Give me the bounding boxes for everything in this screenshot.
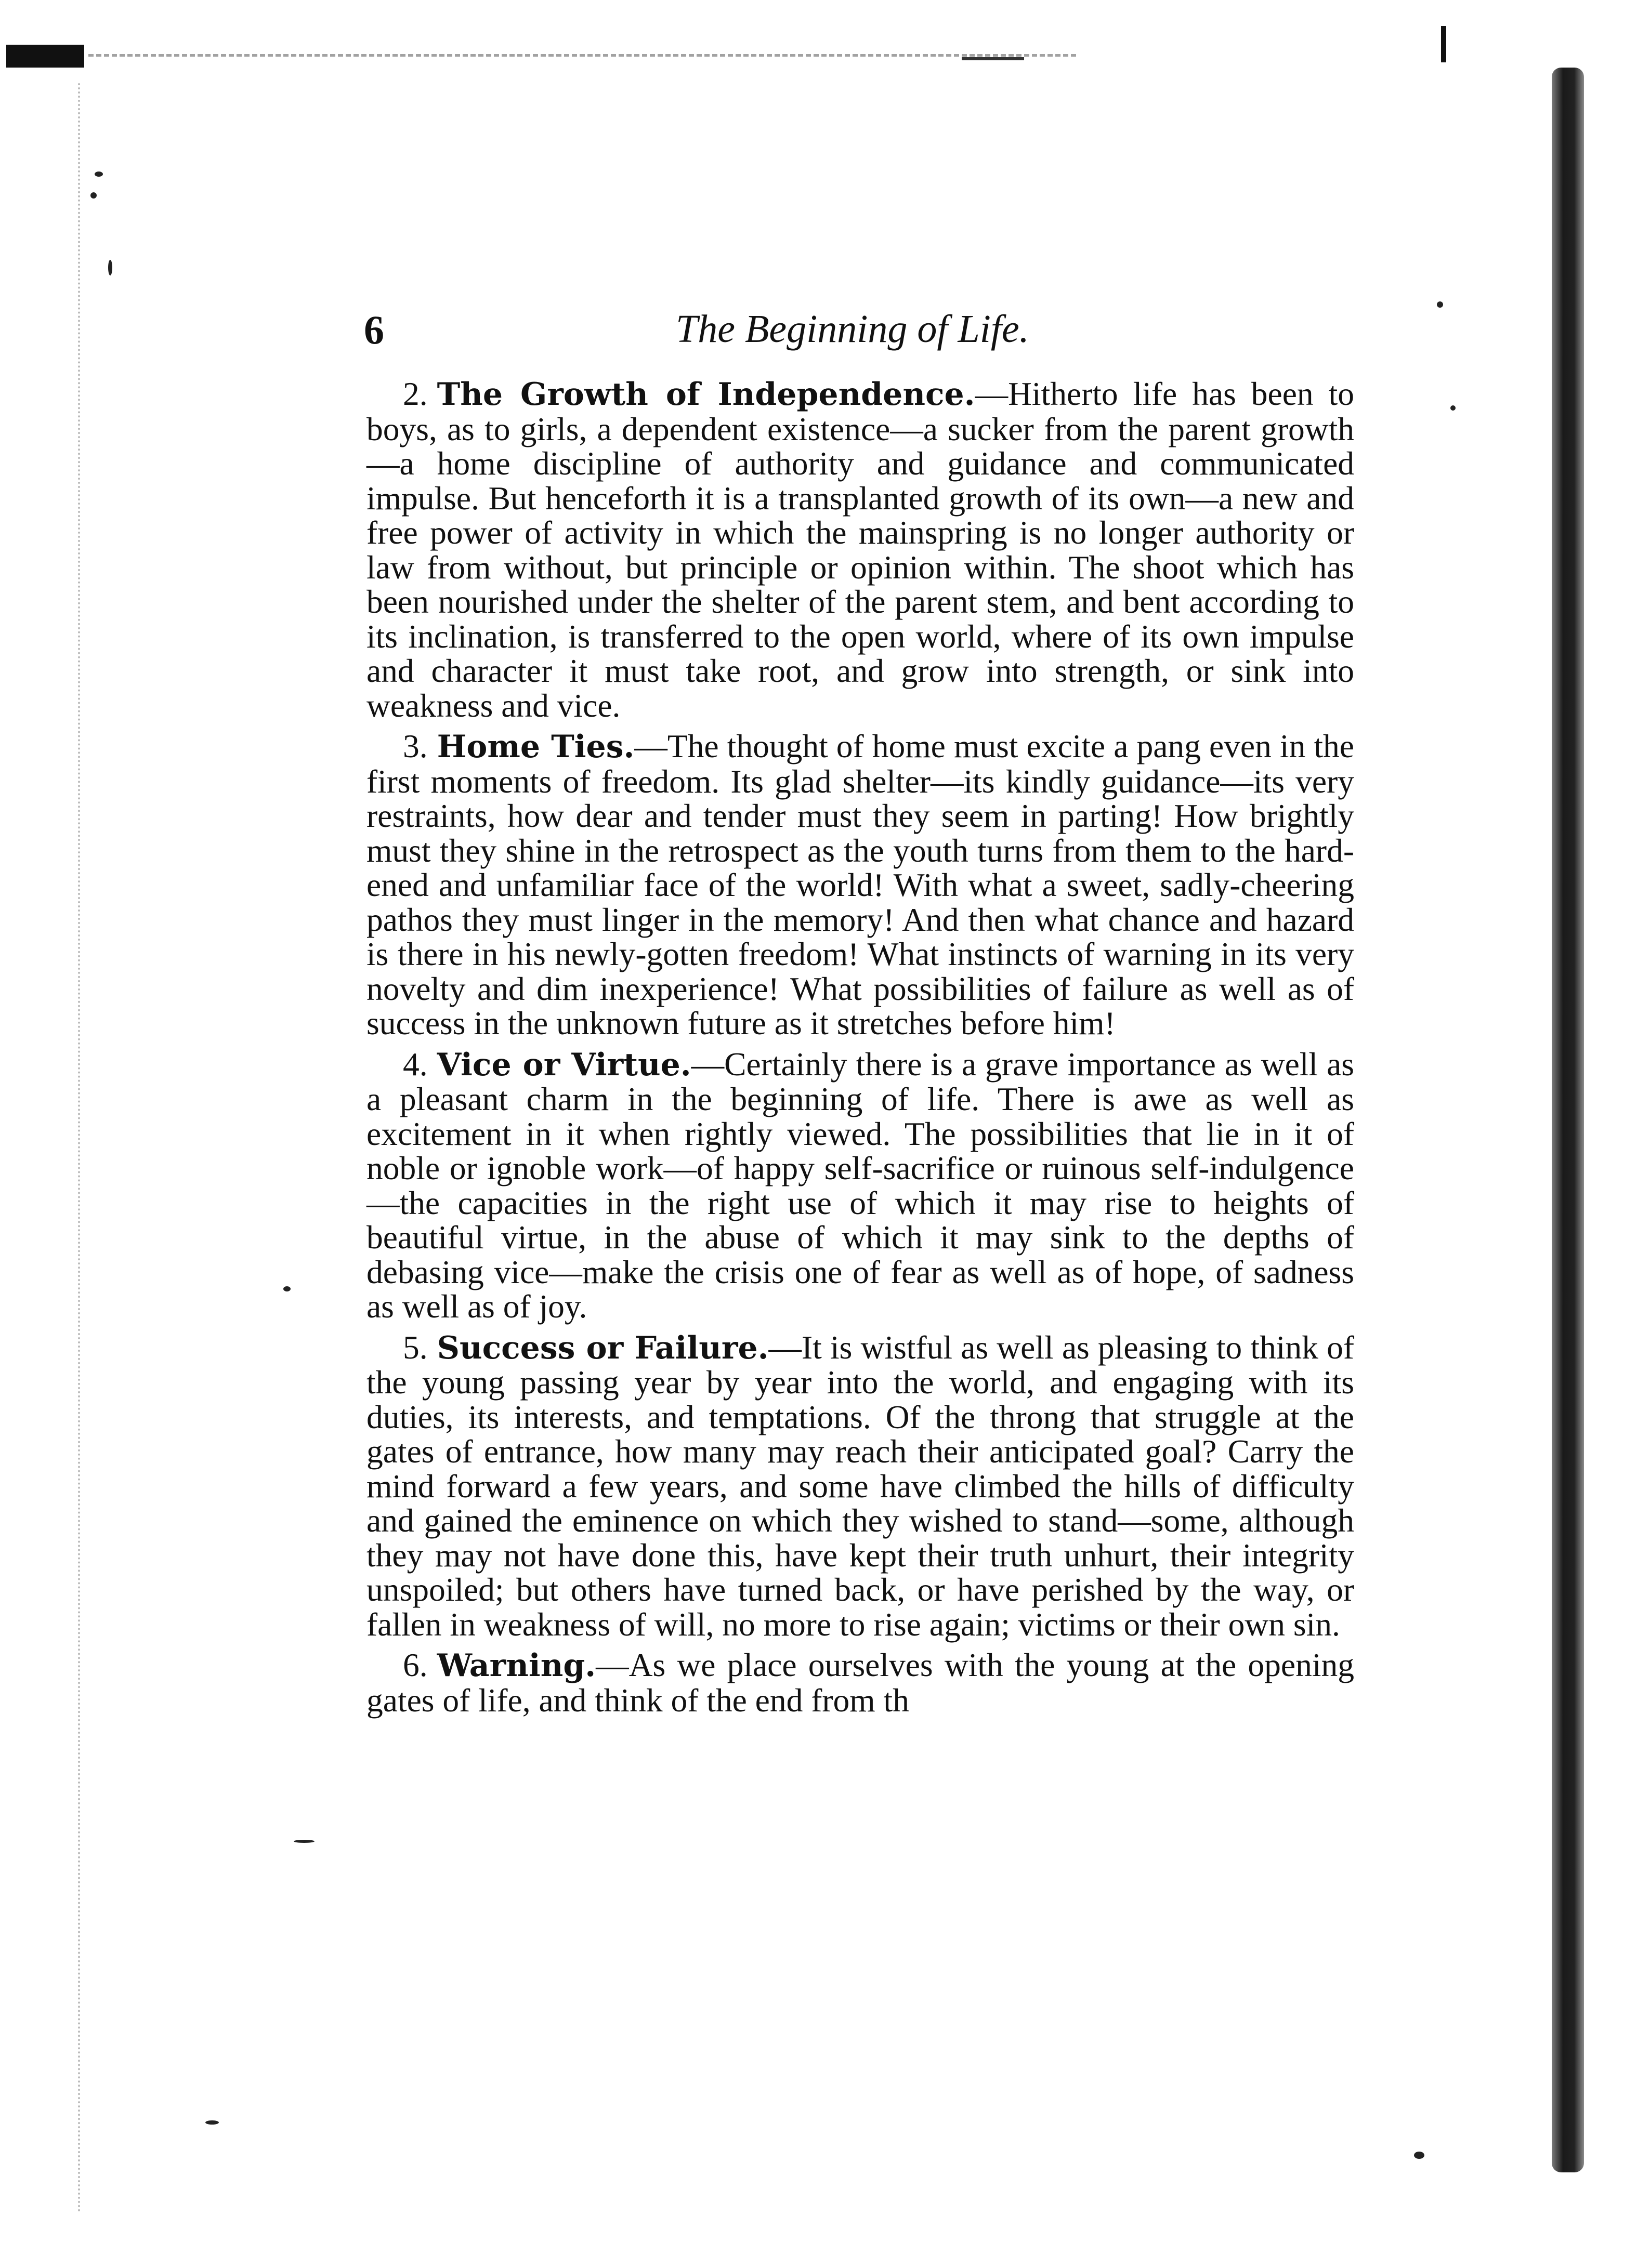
scan-artifact-tick — [1441, 26, 1446, 62]
paragraph — [366, 1047, 1354, 1324]
scan-speck — [294, 1840, 315, 1843]
paragraph-number: 6. — [403, 1646, 428, 1683]
paragraph-text: —Certainly there is a grave importance as well as a pleasant charm in the beginning of life. There is awe as well as excitement in it when rightly viewed. The possibilities that lie in it of noble or ignoble work—of happy self-sacrifice or ruinous self-indulgence—the capacities in the right use of which it may rise to heights of beautiful virtue, in the abuse of which it may sink to the depths of debasing vice—make the crisis one of fear as well as of hope, of sadness as well as of joy. — [366, 1045, 1354, 1325]
scan-speck — [1414, 2152, 1424, 2159]
page-header — [364, 307, 1404, 369]
paragraph — [366, 729, 1354, 1041]
scan-speck — [1437, 301, 1443, 308]
running-title: The Beginning of Life. — [676, 307, 1029, 351]
paragraph — [366, 1330, 1354, 1642]
scan-speck — [108, 260, 112, 275]
paragraph-heading: The Growth of Independence. — [437, 376, 975, 413]
paragraph-heading: Success or Failure. — [437, 1329, 769, 1366]
page-number: 6 — [364, 307, 384, 352]
paragraph-heading: Warning. — [437, 1647, 596, 1684]
scan-artifact-left-edge — [78, 83, 80, 2214]
paragraph — [366, 1648, 1354, 1718]
scan-speck — [95, 172, 103, 177]
paragraph-text: —Hitherto life has been to boys, as to girls, a dependent existence—a sucker from the parent growth—a home discipline of authority and guidance and communicated impulse. But henceforth it is a transplanted growth of its own—a new and free power of activity in which the mainspring is no longer authority or law from without, but principle or opinion within. The shoot which has been nourished under the shelter of the parent stem, and bent according to its inclination, is transferred to the open world, where of its own impulse and character it must take root, and grow into strength, or sink into weakness and vice. — [366, 375, 1354, 724]
paragraph-text: —As we place ourselves with the young at the opening gates of life, and think of the end from th — [366, 1646, 1354, 1719]
book-spine-shadow — [1552, 68, 1584, 2172]
paragraph-number: 2. — [403, 375, 428, 412]
scan-artifact-dashes — [88, 54, 1076, 57]
scan-speck — [1450, 405, 1456, 411]
scan-speck — [205, 2120, 219, 2125]
paragraph — [366, 377, 1354, 723]
paragraph-number: 3. — [403, 728, 428, 764]
paragraph-number: 5. — [403, 1328, 428, 1366]
scan-speck — [283, 1286, 291, 1291]
paragraph-text: —It is wistful as well as pleasing to think of the young passing year by year into the world, and engaging with its duties, its interests, and temptations. Of the throng that struggle at the gates of entrance, how many may reach their anticipated goal? Carry the mind forward a few years, and some have climbed the hills of difficulty and gained the eminence on which they wished to stand—some, although they may not have done this, have kept their truth unhurt, their integrity unspoiled; but others have turned back, or have perished by the way, or fallen in weakness of will, no more to rise again; victims or their own sin. — [366, 1328, 1354, 1643]
body-text — [366, 377, 1354, 1718]
paragraph-text: —The thought of home must excite a pang even in the first moments of freedom. Its glad shelter—its kindly guidance—its very restraints, how dear and tender must they seem in parting! How brightly must they shine in the retrospect as the youth turns from them to the hardened and unfamiliar face of the world! With what a sweet, sadly-cheering pathos they must linger in the memory! And then what chance and hazard is there in his newly-gotten freedom! What instincts of warning in its very novelty and dim inexperience! What possibilities of failure as well as of success in the unknown future as it stretches before him! — [366, 728, 1354, 1041]
scan-speck — [90, 192, 97, 199]
paragraph-number: 4. — [403, 1045, 428, 1083]
paragraph-heading: Vice or Virtue. — [437, 1046, 691, 1083]
scan-artifact-dash — [962, 57, 1024, 60]
scan-artifact-bar — [6, 45, 84, 68]
paragraph-heading: Home Ties. — [437, 729, 635, 765]
